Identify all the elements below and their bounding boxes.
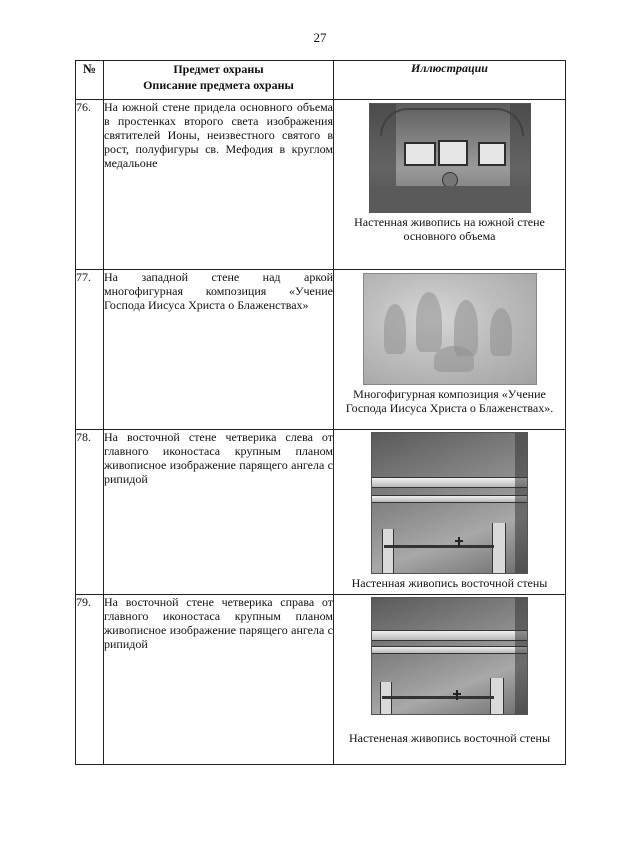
table-header-row	[76, 61, 566, 100]
east-wall-left-photo	[371, 432, 528, 574]
page-number: 27	[313, 30, 327, 45]
row-illustration	[334, 430, 566, 595]
row-number: 76.	[76, 100, 104, 270]
table-row	[76, 595, 566, 765]
row-description: На южной стене придела основного объема в простенках второго света изображения святителей Ионы, неизвестного святого в рост, полуфигуры св. Мефодия в круглом медальоне	[104, 100, 334, 270]
table-row	[76, 430, 566, 595]
row-caption: Многофигурная композиция «Учение Господа Иисуса Христа о Блаженствах».	[345, 387, 554, 415]
row-caption: Настенная живопись восточной стены	[351, 576, 548, 590]
header-illustrations: Иллюстрации	[334, 61, 566, 100]
row-number: 79.	[76, 595, 104, 765]
table-row	[76, 100, 566, 270]
row-caption: Настененая живопись восточной стены	[348, 731, 551, 745]
row-description: На восточной стене четверика слева от главного иконостаса крупным планом живописное изображение парящего ангела с рипидой	[104, 430, 334, 595]
header-subject	[104, 61, 334, 100]
row-illustration	[334, 100, 566, 270]
east-wall-right-photo	[371, 597, 528, 715]
protection-table	[75, 60, 566, 765]
west-wall-photo	[363, 273, 537, 385]
row-caption: Настенная живопись на южной стене основного объема	[354, 215, 545, 243]
header-subject-line2: Описание предмета охраны	[143, 78, 294, 92]
header-number: №	[76, 61, 104, 100]
row-number: 77.	[76, 270, 104, 430]
row-description: На западной стене над аркой многофигурная композиция «Учение Господа Иисуса Христа о Блаженствах»	[104, 270, 334, 430]
table-row	[76, 270, 566, 430]
row-number: 78.	[76, 430, 104, 595]
row-illustration	[334, 595, 566, 765]
south-wall-photo	[369, 103, 531, 213]
row-description: На восточной стене четверика справа от главного иконостаса крупным планом живописное изображение парящего ангела с рипидой	[104, 595, 334, 765]
header-subject-line1: Предмет охраны	[173, 62, 264, 76]
row-illustration	[334, 270, 566, 430]
